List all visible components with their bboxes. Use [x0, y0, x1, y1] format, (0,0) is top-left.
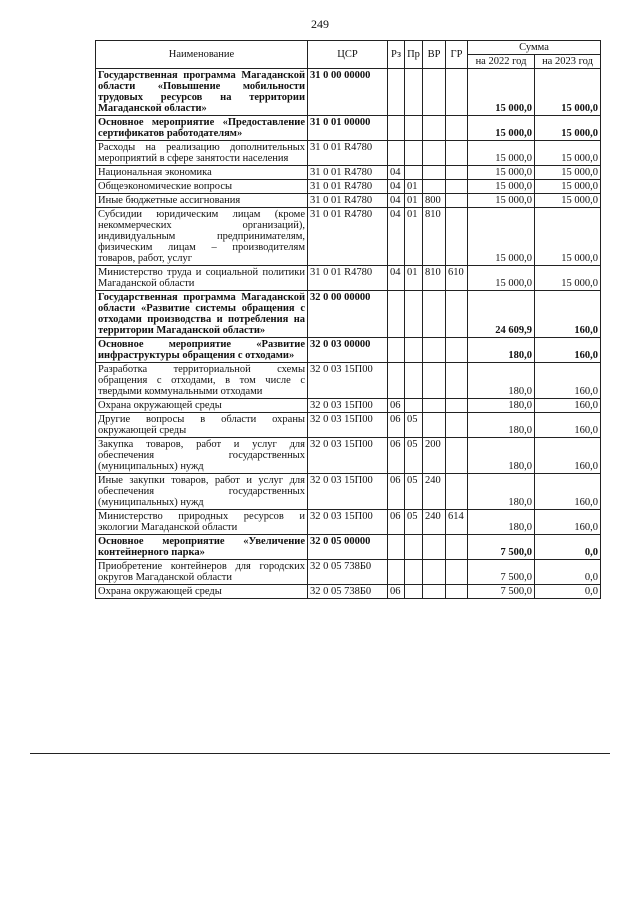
table-row [96, 180, 601, 194]
row-vr [423, 363, 446, 399]
table-row [96, 413, 601, 438]
row-rz: 04 [388, 194, 405, 208]
table-row [96, 141, 601, 166]
header-csr: ЦСР [308, 41, 388, 69]
row-sum-2023: 15 000,0 [535, 266, 601, 291]
row-name: Приобретение контейнеров для городских округов Магаданской области [96, 560, 308, 585]
table-row [96, 474, 601, 510]
row-sum-2022: 180,0 [468, 399, 535, 413]
row-sum-2023: 160,0 [535, 399, 601, 413]
row-sum-2022: 180,0 [468, 363, 535, 399]
row-sum-2023: 160,0 [535, 413, 601, 438]
row-vr [423, 413, 446, 438]
row-name: Основное мероприятие «Увеличение контейнерного парка» [96, 535, 308, 560]
row-vr [423, 585, 446, 599]
row-gr: 610 [446, 266, 468, 291]
row-name: Основное мероприятие «Предоставление сертификатов работодателям» [96, 116, 308, 141]
row-csr: 32 0 03 15П00 [308, 363, 388, 399]
row-rz [388, 535, 405, 560]
row-vr [423, 141, 446, 166]
row-csr: 32 0 03 15П00 [308, 399, 388, 413]
row-rz: 06 [388, 585, 405, 599]
row-sum-2022: 7 500,0 [468, 535, 535, 560]
table-row [96, 535, 601, 560]
row-sum-2022: 180,0 [468, 474, 535, 510]
row-name: Другие вопросы в области охраны окружающей среды [96, 413, 308, 438]
row-sum-2023: 15 000,0 [535, 194, 601, 208]
table-row [96, 510, 601, 535]
row-sum-2022: 15 000,0 [468, 166, 535, 180]
row-sum-2022: 180,0 [468, 438, 535, 474]
row-pr [405, 338, 423, 363]
page-number: 249 [311, 17, 329, 31]
row-vr: 200 [423, 438, 446, 474]
header-year-2022: на 2022 год [468, 55, 535, 69]
table-row [96, 194, 601, 208]
row-name: Основное мероприятие «Развитие инфраструктуры обращения с отходами» [96, 338, 308, 363]
row-gr [446, 180, 468, 194]
row-name: Разработка территориальной схемы обращения с отходами, в том числе с твердыми коммунальными отходами [96, 363, 308, 399]
table-row [96, 338, 601, 363]
row-sum-2022: 7 500,0 [468, 560, 535, 585]
header-rz: Рз [388, 41, 405, 69]
row-sum-2023: 15 000,0 [535, 141, 601, 166]
row-csr: 32 0 03 15П00 [308, 510, 388, 535]
row-csr: 31 0 01 R4780 [308, 180, 388, 194]
row-name: Министерство природных ресурсов и экологии Магаданской области [96, 510, 308, 535]
row-name: Закупка товаров, работ и услуг для обеспечения государственных (муниципальных) нужд [96, 438, 308, 474]
row-sum-2022: 180,0 [468, 338, 535, 363]
row-pr [405, 535, 423, 560]
row-name: Иные бюджетные ассигнования [96, 194, 308, 208]
row-rz [388, 560, 405, 585]
row-gr [446, 166, 468, 180]
row-sum-2023: 160,0 [535, 474, 601, 510]
row-csr: 31 0 01 R4780 [308, 208, 388, 266]
table-row [96, 208, 601, 266]
row-rz: 04 [388, 180, 405, 194]
row-csr: 31 0 01 R4780 [308, 194, 388, 208]
table-row [96, 438, 601, 474]
header-sum: Сумма [468, 41, 601, 55]
row-sum-2022: 15 000,0 [468, 266, 535, 291]
row-gr [446, 474, 468, 510]
table-row [96, 560, 601, 585]
row-sum-2023: 15 000,0 [535, 69, 601, 116]
row-name: Государственная программа Магаданской области «Повышение мобильности трудовых ресурсов на территории Магаданской области» [96, 69, 308, 116]
header-pr: Пр [405, 41, 423, 69]
header-gr: ГР [446, 41, 468, 69]
table-row [96, 166, 601, 180]
row-vr: 810 [423, 266, 446, 291]
row-pr [405, 141, 423, 166]
table-row [96, 69, 601, 116]
row-rz [388, 338, 405, 363]
row-sum-2022: 24 609,9 [468, 291, 535, 338]
row-sum-2022: 180,0 [468, 510, 535, 535]
row-pr [405, 166, 423, 180]
row-rz: 06 [388, 474, 405, 510]
row-csr: 31 0 01 R4780 [308, 141, 388, 166]
row-sum-2022: 15 000,0 [468, 116, 535, 141]
row-pr [405, 363, 423, 399]
row-csr: 31 0 00 00000 [308, 69, 388, 116]
row-name: Расходы на реализацию дополнительных мероприятий в сфере занятости населения [96, 141, 308, 166]
row-name: Охрана окружающей среды [96, 399, 308, 413]
row-gr [446, 585, 468, 599]
row-csr: 32 0 05 00000 [308, 535, 388, 560]
row-vr [423, 338, 446, 363]
row-gr [446, 208, 468, 266]
row-pr: 05 [405, 413, 423, 438]
row-csr: 31 0 01 R4780 [308, 266, 388, 291]
row-gr [446, 141, 468, 166]
row-sum-2023: 160,0 [535, 363, 601, 399]
row-vr: 240 [423, 510, 446, 535]
row-rz [388, 116, 405, 141]
row-sum-2023: 0,0 [535, 535, 601, 560]
row-sum-2022: 180,0 [468, 413, 535, 438]
row-name: Иные закупки товаров, работ и услуг для обеспечения государственных (муниципальных) нужд [96, 474, 308, 510]
row-vr [423, 69, 446, 116]
row-vr [423, 166, 446, 180]
row-pr [405, 585, 423, 599]
row-sum-2022: 15 000,0 [468, 69, 535, 116]
table-row [96, 399, 601, 413]
table-row [96, 266, 601, 291]
row-csr: 32 0 03 00000 [308, 338, 388, 363]
row-sum-2023: 160,0 [535, 510, 601, 535]
row-name: Общеэкономические вопросы [96, 180, 308, 194]
row-vr: 800 [423, 194, 446, 208]
row-sum-2022: 15 000,0 [468, 208, 535, 266]
row-pr [405, 291, 423, 338]
row-sum-2023: 0,0 [535, 585, 601, 599]
row-sum-2023: 160,0 [535, 291, 601, 338]
table-header [96, 41, 601, 69]
table-row [96, 363, 601, 399]
row-name: Министерство труда и социальной политики Магаданской области [96, 266, 308, 291]
row-csr: 32 0 05 738Б0 [308, 585, 388, 599]
row-sum-2022: 15 000,0 [468, 180, 535, 194]
row-name: Национальная экономика [96, 166, 308, 180]
row-csr: 32 0 05 738Б0 [308, 560, 388, 585]
row-csr: 32 0 03 15П00 [308, 438, 388, 474]
row-rz [388, 363, 405, 399]
row-name: Охрана окружающей среды [96, 585, 308, 599]
row-sum-2022: 7 500,0 [468, 585, 535, 599]
table-row [96, 291, 601, 338]
row-gr [446, 560, 468, 585]
table-body [96, 69, 601, 599]
row-gr [446, 69, 468, 116]
row-rz [388, 69, 405, 116]
header-vr: ВР [423, 41, 446, 69]
row-gr [446, 535, 468, 560]
row-vr [423, 116, 446, 141]
row-sum-2022: 15 000,0 [468, 194, 535, 208]
row-csr: 32 0 00 00000 [308, 291, 388, 338]
row-name: Субсидии юридическим лицам (кроме некоммерческих организаций), индивидуальным предпринимателям, физическим лицам – производителям товаров, работ, услуг [96, 208, 308, 266]
row-rz: 06 [388, 510, 405, 535]
row-sum-2023: 160,0 [535, 338, 601, 363]
budget-table [95, 40, 601, 599]
row-sum-2023: 15 000,0 [535, 180, 601, 194]
row-pr: 05 [405, 474, 423, 510]
row-pr [405, 560, 423, 585]
row-vr: 810 [423, 208, 446, 266]
row-sum-2023: 15 000,0 [535, 166, 601, 180]
row-csr: 32 0 03 15П00 [308, 413, 388, 438]
row-pr: 01 [405, 194, 423, 208]
row-csr: 31 0 01 R4780 [308, 166, 388, 180]
row-vr [423, 560, 446, 585]
row-gr [446, 438, 468, 474]
row-pr: 01 [405, 266, 423, 291]
row-rz: 04 [388, 166, 405, 180]
row-gr [446, 194, 468, 208]
row-gr [446, 338, 468, 363]
table-row [96, 585, 601, 599]
header-year-2023: на 2023 год [535, 55, 601, 69]
row-gr [446, 291, 468, 338]
bottom-divider [30, 753, 610, 754]
row-gr [446, 116, 468, 141]
row-rz: 06 [388, 438, 405, 474]
row-rz: 06 [388, 413, 405, 438]
row-rz [388, 291, 405, 338]
row-rz: 04 [388, 208, 405, 266]
row-vr [423, 535, 446, 560]
row-vr: 240 [423, 474, 446, 510]
row-sum-2023: 0,0 [535, 560, 601, 585]
row-pr: 01 [405, 180, 423, 194]
row-pr [405, 69, 423, 116]
row-sum-2023: 160,0 [535, 438, 601, 474]
row-name: Государственная программа Магаданской области «Развитие системы обращения с отходами производства и потребления на территории Магаданской области» [96, 291, 308, 338]
row-pr: 01 [405, 208, 423, 266]
row-sum-2023: 15 000,0 [535, 116, 601, 141]
row-gr: 614 [446, 510, 468, 535]
row-csr: 32 0 03 15П00 [308, 474, 388, 510]
row-pr: 05 [405, 438, 423, 474]
row-rz: 04 [388, 266, 405, 291]
row-pr [405, 116, 423, 141]
row-sum-2022: 15 000,0 [468, 141, 535, 166]
row-vr [423, 399, 446, 413]
row-sum-2023: 15 000,0 [535, 208, 601, 266]
row-rz [388, 141, 405, 166]
row-vr [423, 291, 446, 338]
table-row [96, 116, 601, 141]
row-pr [405, 399, 423, 413]
row-rz: 06 [388, 399, 405, 413]
row-pr: 05 [405, 510, 423, 535]
row-gr [446, 363, 468, 399]
row-csr: 31 0 01 00000 [308, 116, 388, 141]
row-vr [423, 180, 446, 194]
row-gr [446, 413, 468, 438]
header-name: Наименование [96, 41, 308, 69]
row-gr [446, 399, 468, 413]
